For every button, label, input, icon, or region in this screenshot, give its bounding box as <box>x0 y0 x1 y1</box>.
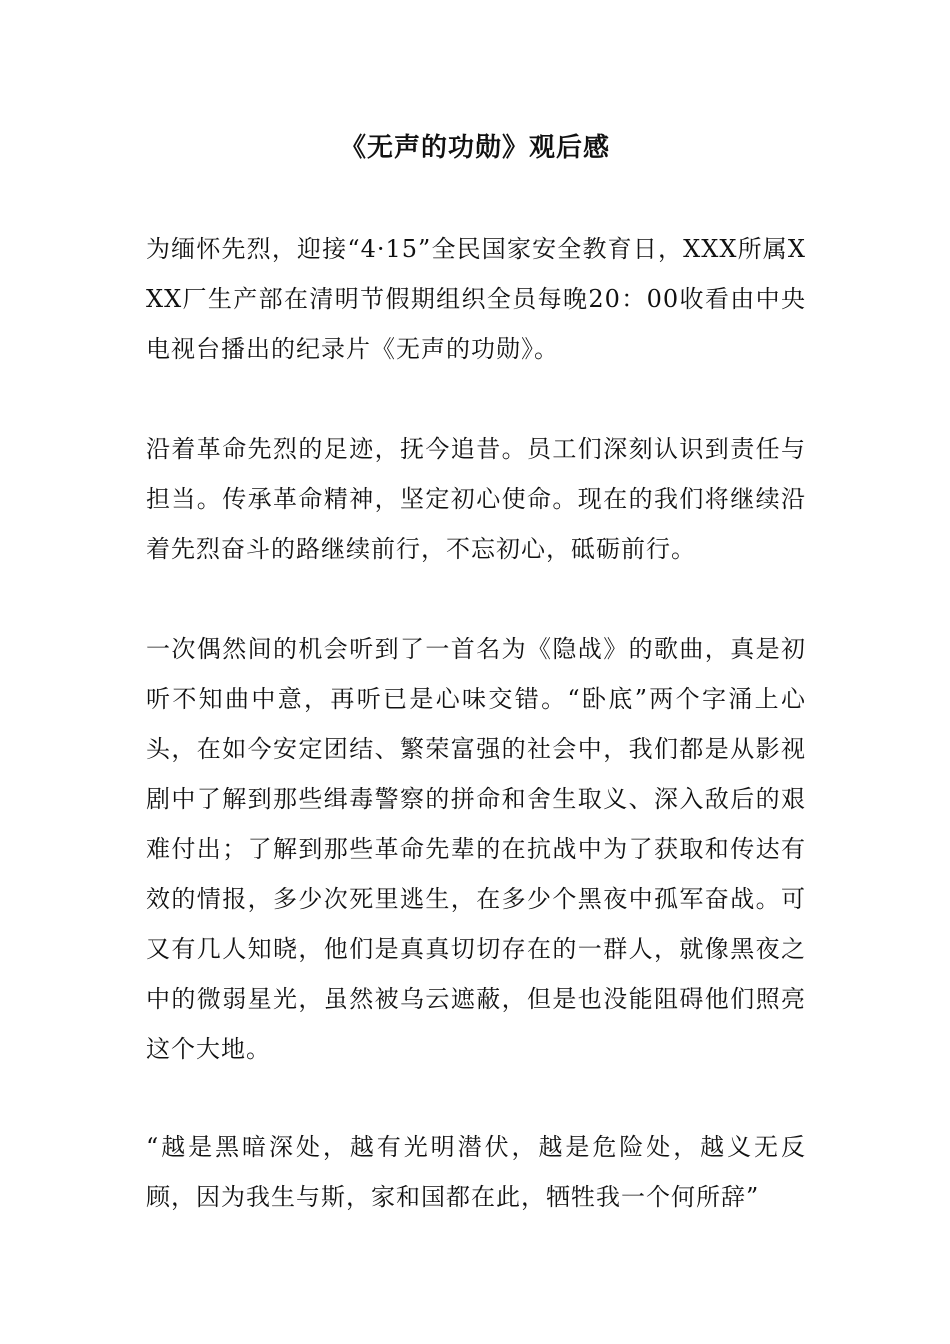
document-title: 《无声的功勋》观后感 <box>339 133 610 163</box>
paragraph-song: 一次偶然间的机会听到了一首名为《隐战》的歌曲，真是初听不知曲中意，再听已是心味交错。“卧底”两个字涌上心头，在如今安定团结、繁荣富强的社会中，我们都是从影视剧中了解到那些缉毒警察的拼命和舍生取义、深入敌后的艰难付出；了解到那些革命先辈的在抗战中为了获取和传达有效的情报，多少次死里逃生，在多少个黑夜中孤军奋战。可又有几人知晓，他们是真真切切存在的一群人，就像黑夜之中的微弱星光，虽然被乌云遮蔽，但是也没能阻碍他们照亮这个大地。 <box>146 635 806 1063</box>
paragraph-quote: “越是黑暗深处，越有光明潜伏，越是危险处，越义无反顾，因为我生与斯，家和国都在此，牺牲我一个何所辞” <box>146 1133 806 1211</box>
paragraph-footsteps: 沿着革命先烈的足迹，抚今追昔。员工们深刻认识到责任与担当。传承革命精神，坚定初心使命。现在的我们将继续沿着先烈奋斗的路继续前行，不忘初心，砥砺前行。 <box>146 435 806 563</box>
paragraph-intro: 为缅怀先烈，迎接“4·15”全民国家安全教育日，XXX所属XXX厂生产部在清明节假期组织全员每晚20：00收看由中央电视台播出的纪录片《无声的功勋》。 <box>146 235 806 363</box>
